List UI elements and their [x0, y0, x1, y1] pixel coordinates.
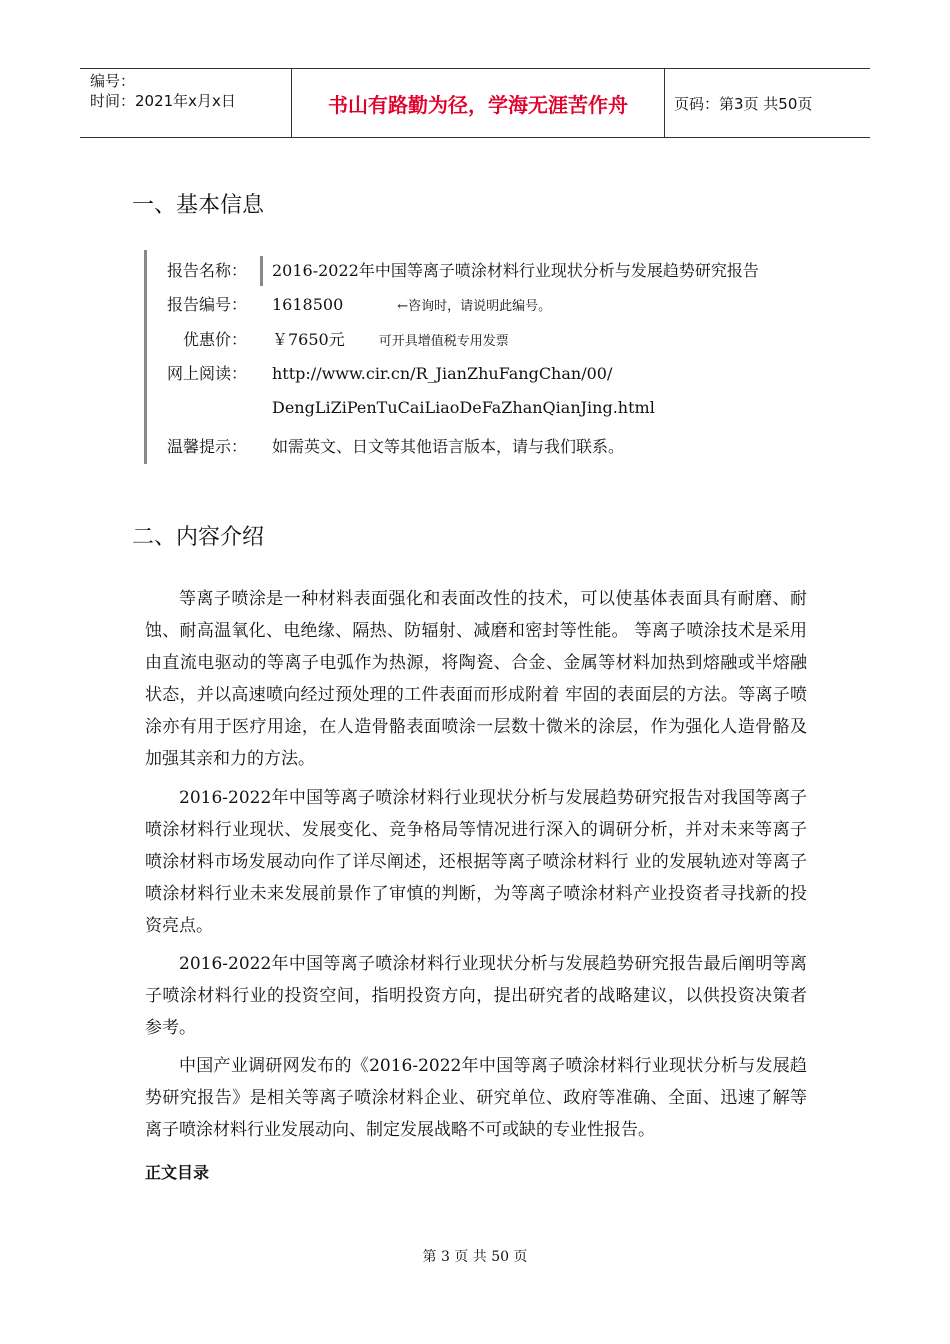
- report-price: ￥7650元: [272, 330, 345, 349]
- intro-paragraph: 中国产业调研网发布的《2016-2022年中国等离子喷涂材料行业现状分析与发展趋势研究报告》是相关等离子喷涂材料企业、研究单位、政府等准确、全面、迅速了解等离子喷涂材料行业发展动向、制定发展战略不可或缺的专业性报告。: [145, 1056, 807, 1140]
- header-motto: 书山有路勤为径，学海无涯苦作舟: [292, 69, 665, 137]
- info-label: 报告编号：: [166, 295, 247, 314]
- code-note: ←咨询时，请说明此编号。: [397, 299, 552, 314]
- report-url-line2[interactable]: DengLiZiPenTuCaiLiaoDeFaZhanQianJing.html: [272, 398, 655, 417]
- intro-paragraph: 等离子喷涂是一种材料表面强化和表面改性的技术，可以使基体表面具有耐磨、耐蚀、耐高温氧化、电绝缘、隔热、防辐射、减磨和密封等性能。 等离子喷涂技术是采用由直流电驱动的等离子电弧作为热源，将陶瓷、合金、金属等材料加热到熔融或半熔融状态，并以高速喷向经过预处理的工件表面而形成附着 牢固的表面层的方法。等离子喷涂亦有用于医疗用途，在人造骨骼表面喷涂一层数十微米的涂层，作为强化人造骨骼及加强其亲和力的方法。: [145, 589, 807, 769]
- time-label: 时间：2021年x月x日: [90, 92, 236, 110]
- info-row-tip: [147, 434, 624, 457]
- info-label: 报告名称：: [166, 261, 247, 280]
- page-footer: 第 3 页 共 50 页: [422, 1249, 528, 1265]
- info-row-code: [147, 292, 551, 315]
- basic-info-block: [144, 250, 807, 464]
- info-label: 优惠价：: [182, 330, 247, 349]
- report-url-line1[interactable]: http://www.cir.cn/R_JianZhuFangChan/00/: [272, 364, 613, 383]
- price-note: 可开具增值税专用发票: [378, 334, 509, 349]
- info-row-url: [147, 361, 612, 384]
- header-meta: [80, 69, 292, 137]
- info-label: 温馨提示：: [166, 437, 247, 456]
- header-page-info: 页码：第3页 共50页: [674, 94, 813, 113]
- report-code: 1618500: [272, 295, 344, 314]
- section-intro-title: 二、内容介绍: [132, 525, 265, 550]
- tip-text: 如需英文、日文等其他语言版本，请与我们联系。: [272, 437, 625, 456]
- intro-paragraph: 2016-2022年中国等离子喷涂材料行业现状分析与发展趋势研究报告对我国等离子喷涂材料行业现状、发展变化、竞争格局等情况进行深入的调研分析，并对未来等离子喷涂材料市场发展动向作了详尽阐述，还根据等离子喷涂材料行 业的发展轨迹对等离子喷涂材料行业未来发展前景作了审慎的判断，为等离子喷涂材料产业投资者寻找新的投资亮点。: [145, 788, 807, 936]
- report-name: 2016-2022年中国等离子喷涂材料行业现状分析与发展趋势研究报告: [272, 261, 759, 280]
- toc-label: 正文目录: [145, 1163, 210, 1182]
- info-row-name: [147, 258, 759, 281]
- number-label: 编号：: [90, 72, 136, 90]
- page-header: [80, 68, 870, 138]
- intro-paragraph: 2016-2022年中国等离子喷涂材料行业现状分析与发展趋势研究报告最后阐明等离子喷涂材料行业的投资空间，指明投资方向，提出研究者的战略建议，以供投资决策者参考。: [145, 954, 807, 1038]
- info-row-price: [147, 327, 509, 350]
- info-label: 网上阅读：: [166, 364, 247, 383]
- info-row-url-cont: [147, 398, 655, 417]
- section-basic-info-title: 一、基本信息: [132, 193, 265, 218]
